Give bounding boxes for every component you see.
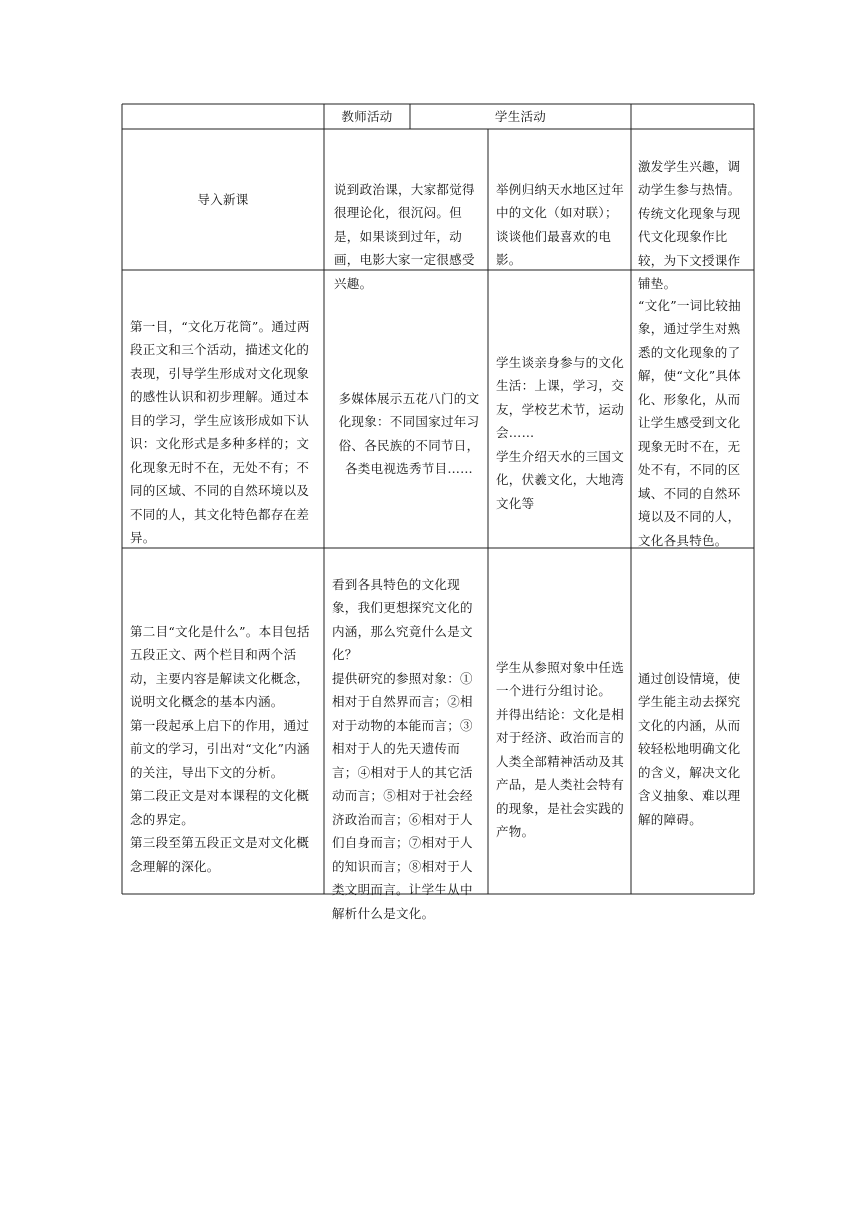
row1-stage-cell [124,129,322,270]
row3-stage-cell [130,596,320,878]
row1-purpose-text: 激发学生兴趣，调动学生参与热情。传统文化现象与现代文化现象作比较，为下文授课作铺垫。 [638,158,741,291]
row3-teacher-text: 看到各具特色的文化现象，我们更想探究文化的内涵，那么究竟什么是文化？ 提供研究的参照对象：①相对于自然界而言；②相对于动物的本能而言；③相对于人的先天遗传而言；④相对于人的其它活动而言；⑤相对于社会经济政治而言；⑥相对于人们自身而言；⑦相对于人的知识而言；⑧相对于人类文明而言。让学生从中解析什么是文化。 [332,576,473,921]
row2-teacher-cell [334,363,484,481]
row2-student-cell [496,327,626,515]
row1-teacher-cell [334,154,484,295]
row1-teacher-text: 说到政治课，大家都觉得很理论化，很沉闷。但是，如果谈到过年，动画，电影大家一定很感受兴趣。 [334,181,475,291]
row3-stage-text: 第二目“文化是什么”。本目包括五段正文、两个栏目和两个活动，主要内容是解读文化概念，说明文化概念的基本内涵。 第一段起承上启下的作用，通过前文的学习，引出对“文化”内涵的关注，导出下文的分析。 第二段正文是对本课程的文化概念的界定。 第三段至第五段正文是对文化概念理解的深化。 [130,623,310,874]
row2-purpose-text: “文化”一词比较抽象，通过学生对熟悉的文化现象的了解，使“文化”具体化、形象化，从而让学生感受到文化现象无时不在，无处不有，不同的区域、不同的自然环境以及不同的人，文化各具特色。 [638,297,741,548]
header-teacher-activity [324,104,410,129]
row3-purpose-cell [638,643,750,831]
row2-purpose-cell [638,270,750,552]
row3-student-cell [496,632,626,844]
header-student-activity [410,104,631,129]
header-teacher-activity-label: 教师活动 [341,108,393,124]
row1-student-text: 举例归纳天水地区过年中的文化（如对联）；谈谈他们最喜欢的电影。 [496,181,625,267]
row2-stage-text: 第一目，“文化万花筒”。通过两段正文和三个活动，描述文化的表现，引导学生形成对文化现象的感性认识和初步理解。通过本目的学习，学生应该形成如下认识：文化形式是多种多样的；文化现象无时不在，无处不有；不同的区域、不同的自然环境以及不同的人，其文化特色都存在差异。 [130,318,310,545]
row3-teacher-cell [332,549,484,925]
row2-stage-cell [130,291,320,550]
row3-purpose-text: 通过创设情境，使学生能主动去探究文化的内涵，从而较轻松地明确文化的含义，解决文化含义抽象、难以理解的障碍。 [638,670,741,827]
row2-teacher-text: 多媒体展示五花八门的文化现象：不同国家过年习俗、各民族的不同节日， 各类电视选秀节目…… [338,390,480,476]
row1-student-cell [496,154,626,272]
row2-student-text: 学生谈亲身参与的文化生活：上课，学习，交友，学校艺术节，运动会…… 学生介绍天水的三国文化，伏羲文化，大地湾文化等 [496,354,625,511]
row3-student-text: 学生从参照对象中任选一个进行分组讨论。 并得出结论：文化是相对于经济、政治而言的人类全部精神活动及其产品，是人类社会特有的现象，是社会实践的产物。 [496,659,625,839]
row1-stage-text: 导入新课 [197,191,249,207]
header-student-activity-label: 学生活动 [494,108,547,124]
